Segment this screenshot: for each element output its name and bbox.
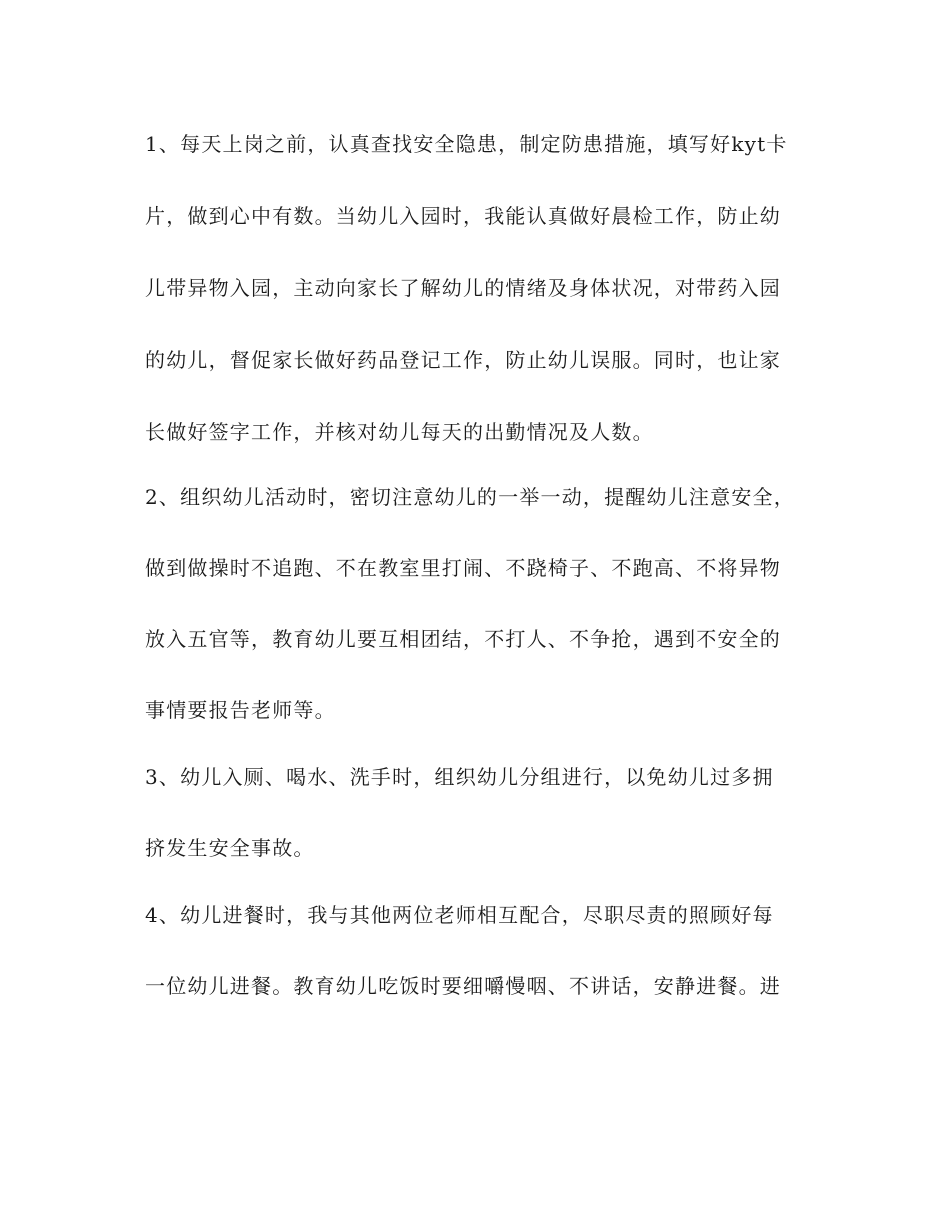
paragraph-1-line-5: 长做好签字工作，并核对幼儿每天的出勤情况及人数。 xyxy=(145,420,654,444)
paragraph-1-line-4: 的幼儿，督促家长做好药品登记工作，防止幼儿误服。同时，也让家 xyxy=(145,348,781,372)
paragraph-1-line-2: 片，做到心中有数。当幼儿入园时，我能认真做好晨检工作，防止幼 xyxy=(145,204,781,228)
paragraph-1-line-1: 1、每天上岗之前，认真查找安全隐患，制定防患措施，填写好kyt卡 xyxy=(145,132,788,156)
paragraph-3-line-1: 3、幼儿入厕、喝水、洗手时，组织幼儿分组进行，以免幼儿过多拥 xyxy=(145,765,774,789)
paragraph-1-line-3: 儿带异物入园，主动向家长了解幼儿的情绪及身体状况，对带药入园 xyxy=(145,276,781,300)
paragraph-4-line-2: 一位幼儿进餐。教育幼儿吃饭时要细嚼慢咽、不讲话，安静进餐。进 xyxy=(145,974,781,998)
paragraph-2-line-1: 2、组织幼儿活动时，密切注意幼儿的一举一动，提醒幼儿注意安全， xyxy=(145,485,795,509)
paragraph-2-line-2: 做到做操时不追跑、不在教室里打闹、不跷椅子、不跑高、不将异物 xyxy=(145,556,781,580)
paragraph-3-line-2: 挤发生安全事故。 xyxy=(145,836,315,860)
paragraph-4-line-1: 4、幼儿进餐时，我与其他两位老师相互配合，尽职尽责的照顾好每 xyxy=(145,903,774,927)
paragraph-2-line-4: 事情要报告老师等。 xyxy=(145,698,336,722)
paragraph-2-line-3: 放入五官等，教育幼儿要互相团结，不打人、不争抢，遇到不安全的 xyxy=(145,627,781,651)
